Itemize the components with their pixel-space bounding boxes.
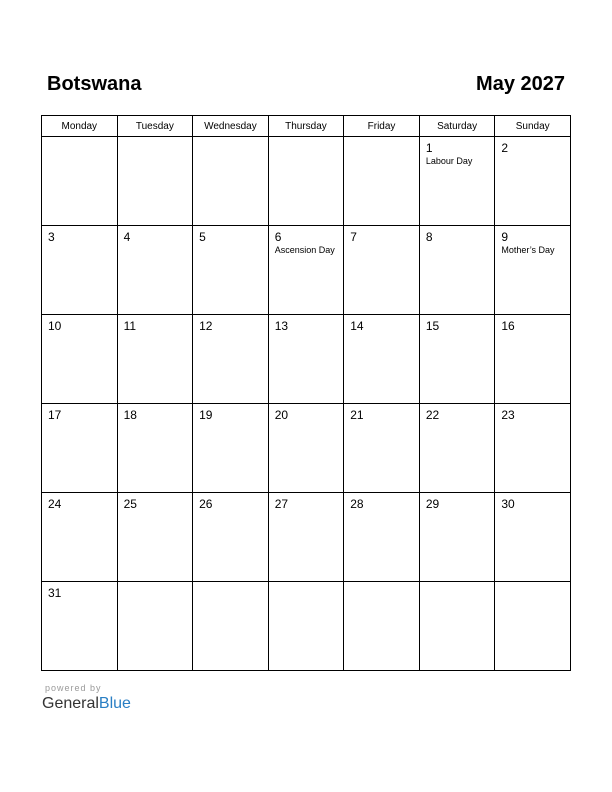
day-number xyxy=(420,582,495,586)
day-cell xyxy=(495,226,571,315)
day-number: 26 xyxy=(199,497,213,511)
day-cell xyxy=(193,493,269,582)
day-number: 28 xyxy=(350,497,364,511)
day-number: 19 xyxy=(199,408,213,422)
day-number xyxy=(42,137,117,141)
day-number: 29 xyxy=(425,497,440,511)
day-cell xyxy=(419,493,495,582)
day-number: 10 xyxy=(48,319,62,333)
day-number: 15 xyxy=(425,319,440,333)
day-cell xyxy=(268,404,344,493)
day-cell xyxy=(419,315,495,404)
day-number: 3 xyxy=(48,230,55,244)
day-number: 6 xyxy=(274,230,282,244)
day-number: 17 xyxy=(48,408,62,422)
day-number: 12 xyxy=(199,319,213,333)
day-number: 24 xyxy=(48,497,62,511)
day-cell xyxy=(42,315,118,404)
logo-general-text: General xyxy=(42,695,99,712)
day-cell xyxy=(495,137,571,226)
day-cell xyxy=(117,315,193,404)
day-number xyxy=(344,582,419,586)
week-row xyxy=(42,226,571,315)
day-cell xyxy=(268,582,344,671)
day-cell xyxy=(193,582,269,671)
day-cell xyxy=(344,493,420,582)
day-cell xyxy=(42,404,118,493)
day-number xyxy=(495,582,570,586)
day-cell xyxy=(419,137,495,226)
day-number: 2 xyxy=(501,141,509,155)
weekday-header: Friday xyxy=(344,116,420,137)
week-row xyxy=(42,582,571,671)
day-number xyxy=(118,582,193,586)
day-cell xyxy=(117,137,193,226)
day-number xyxy=(193,137,268,141)
day-cell xyxy=(344,582,420,671)
day-cell xyxy=(268,315,344,404)
week-row xyxy=(42,493,571,582)
month-year-title: May 2027 xyxy=(476,73,565,95)
weekday-header: Monday xyxy=(42,116,118,137)
day-cell xyxy=(117,404,193,493)
day-number: 13 xyxy=(274,319,289,333)
week-row xyxy=(42,404,571,493)
day-cell xyxy=(268,226,344,315)
day-number: 23 xyxy=(501,408,515,422)
weekday-header: Saturday xyxy=(419,116,495,137)
day-number xyxy=(269,582,344,586)
logo-blue-text: Blue xyxy=(98,695,131,712)
day-cell xyxy=(193,137,269,226)
day-cell xyxy=(344,137,420,226)
day-number: 27 xyxy=(274,497,289,511)
week-row xyxy=(42,137,571,226)
day-number: 4 xyxy=(123,230,131,244)
day-number: 31 xyxy=(48,586,62,600)
day-cell xyxy=(495,493,571,582)
day-number xyxy=(118,137,193,141)
day-number: 30 xyxy=(501,497,515,511)
day-cell xyxy=(268,493,344,582)
day-cell xyxy=(419,404,495,493)
day-cell xyxy=(193,315,269,404)
country-title: Botswana xyxy=(47,73,142,95)
holiday-label: Labour Day xyxy=(425,156,473,166)
day-cell xyxy=(193,226,269,315)
day-cell xyxy=(117,493,193,582)
day-cell xyxy=(193,404,269,493)
day-cell xyxy=(495,582,571,671)
day-cell xyxy=(419,226,495,315)
week-row xyxy=(42,315,571,404)
day-cell xyxy=(42,137,118,226)
day-number: 16 xyxy=(501,319,515,333)
weekday-header-row xyxy=(42,116,571,137)
holiday-label: Ascension Day xyxy=(274,245,335,255)
day-cell xyxy=(42,493,118,582)
day-cell xyxy=(344,315,420,404)
day-cell xyxy=(344,226,420,315)
weekday-header: Tuesday xyxy=(117,116,193,137)
day-cell xyxy=(117,582,193,671)
day-number xyxy=(344,137,419,141)
weekday-header: Sunday xyxy=(495,116,571,137)
day-number: 9 xyxy=(501,230,509,244)
day-cell xyxy=(42,582,118,671)
day-cell xyxy=(268,137,344,226)
weekday-header: Wednesday xyxy=(193,116,269,137)
day-number: 21 xyxy=(350,408,364,422)
day-number xyxy=(269,137,344,141)
day-number: 20 xyxy=(274,408,289,422)
holiday-label: Mother’s Day xyxy=(501,245,555,255)
day-number: 18 xyxy=(123,408,137,422)
day-cell xyxy=(495,315,571,404)
day-number: 25 xyxy=(123,497,137,511)
day-number: 7 xyxy=(350,230,357,244)
day-cell xyxy=(344,404,420,493)
day-number: 8 xyxy=(425,230,433,244)
day-cell xyxy=(42,226,118,315)
weekday-header: Thursday xyxy=(268,116,344,137)
powered-by-text: powered by xyxy=(45,683,102,693)
day-number: 14 xyxy=(350,319,364,333)
calendar-grid xyxy=(41,115,571,671)
day-number: 5 xyxy=(199,230,206,244)
day-cell xyxy=(495,404,571,493)
day-cell xyxy=(117,226,193,315)
day-number xyxy=(193,582,268,586)
day-number: 11 xyxy=(123,319,137,333)
day-number: 22 xyxy=(425,408,440,422)
generalblue-logo[interactable] xyxy=(42,694,131,714)
day-number: 1 xyxy=(425,141,433,155)
day-cell xyxy=(419,582,495,671)
